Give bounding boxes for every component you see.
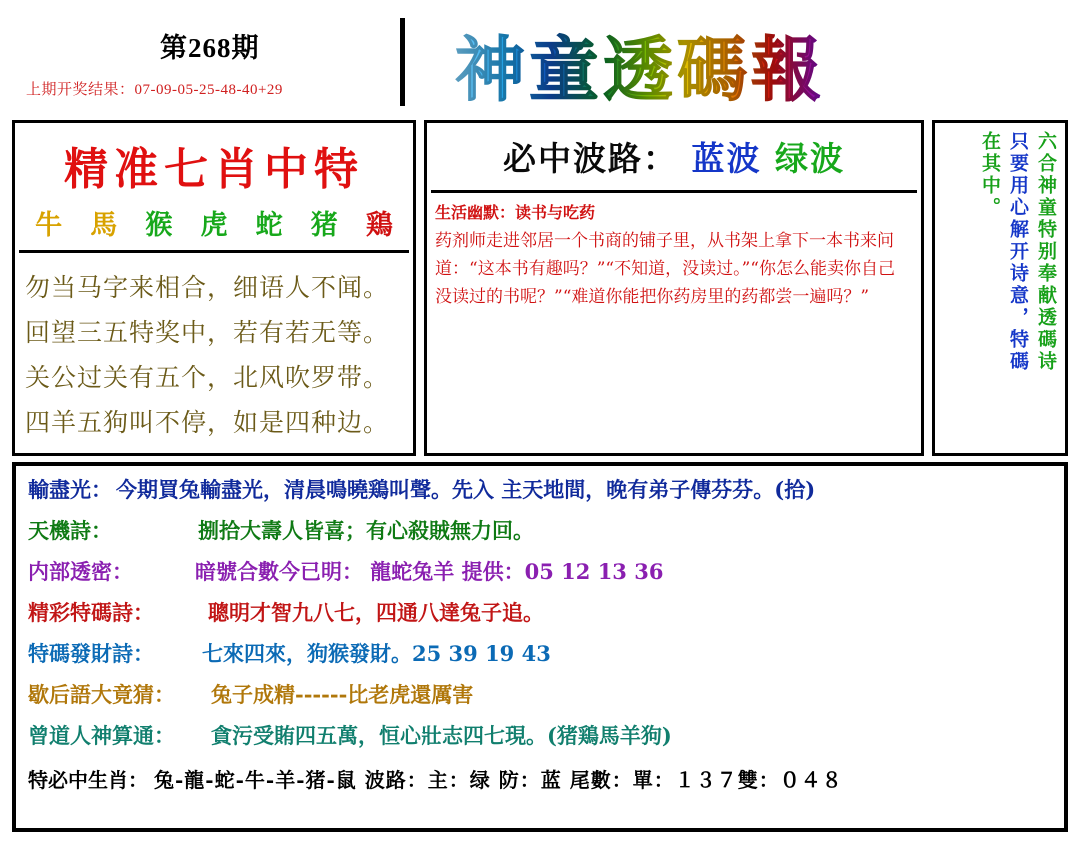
humor-body: 药剂师走进邻居一个书商的铺子里，从书架上拿下一本书来问道：“这本书有趣吗？”“不知道，没读过。”“你怎么能卖你自己没读过的书呢？”“难道你能把你药房里的药都尝一遍吗？” [435,231,895,307]
row-value: 七來四來，狗猴發財。25 39 19 43 [202,641,551,666]
poem-line: 勿当马字来相合，细语人不闻。 [25,273,390,302]
panel-left-heading: 精准七肖中特 [64,144,364,195]
row-label: 歇后語大竟猜： [28,682,175,707]
row-value: 貪污受賄四五萬，恒心壯志四七現。(猪鶏馬羊狗) [211,723,672,748]
vertical-column-1: 六合神童特别奉献透碼诗 [1035,131,1057,373]
zodiac-list [15,203,413,250]
wave-heading [427,133,921,180]
prediction-row [28,515,1052,545]
poem-line: 回望三五特奖中，若有若无等。 [25,318,390,347]
row-label: 特碼發財詩： [28,641,154,666]
prediction-row [28,597,1052,627]
zodiac-item: 馬 [90,210,118,241]
final-value: 兔-龍-蛇-牛-羊-猪-鼠 波路：主：绿 防：蓝 尾數：單：１３７雙：０４８ [154,768,843,792]
poem-line: 关公过关有五个，北风吹罗带。 [25,363,390,392]
predictions-block [12,462,1068,832]
wave-blue: 蓝波 [691,139,762,178]
vertical-column-2: 只要用心解开诗意，特碼 [1007,131,1029,373]
page-title: 神童透碼報 [455,14,825,115]
zodiac-item: 猪 [310,210,338,241]
prediction-row [28,638,1052,668]
vertical-column-3: 在其中。 [979,131,1001,219]
poem-line: 四羊五狗叫不停，如是四种边。 [25,408,390,437]
row-label: 輸盡光： [28,477,112,502]
last-draw-result: 上期开奖结果：07-09-05-25-48-40+29 [26,82,283,98]
zodiac-item: 蛇 [255,210,283,241]
panel-left-poem [15,253,413,439]
final-label: 特必中生肖： [28,768,148,792]
wave-heading-label: 必中波路： [503,139,678,178]
prediction-row [28,679,1052,709]
panel-wave-humor [424,120,924,456]
wave-green: 绿波 [775,139,845,178]
prediction-row [28,474,1052,504]
final-zodiac-row [28,764,1052,793]
row-label: 精彩特碼詩： [28,600,154,625]
row-label: 内部透密： [28,559,133,584]
humor-title: 生活幽默：读书与吃药 [435,203,596,222]
prediction-row [28,556,1052,586]
row-value: 聰明才智九八七，四通八達兔子追。 [208,600,544,625]
row-label: 曾道人神算通： [28,723,175,748]
panel-seven-zodiac [12,120,416,456]
zodiac-item: 牛 [35,210,63,241]
header-divider [400,18,405,106]
zodiac-item: 虎 [200,210,228,241]
prediction-row [28,720,1052,750]
panel-vertical-note [932,120,1068,456]
row-label: 天機詩： [28,518,112,543]
row-value: 兔子成精------比老虎還厲害 [211,682,474,707]
row-value: 捌拾大壽人皆喜；有心殺賊無力回。 [198,518,534,543]
row-value: 今期買兔輸盡光，清晨鳴曉鶏叫聲。先入 主天地間，晚有弟子傳芬芬。(拾) [116,477,816,502]
row-value: 暗號合數今已明： 龍蛇兔羊 提供：05 12 13 36 [195,559,664,584]
zodiac-item: 鶏 [365,210,393,241]
issue-number: 第268期 [160,33,260,63]
zodiac-item: 猴 [145,210,173,241]
